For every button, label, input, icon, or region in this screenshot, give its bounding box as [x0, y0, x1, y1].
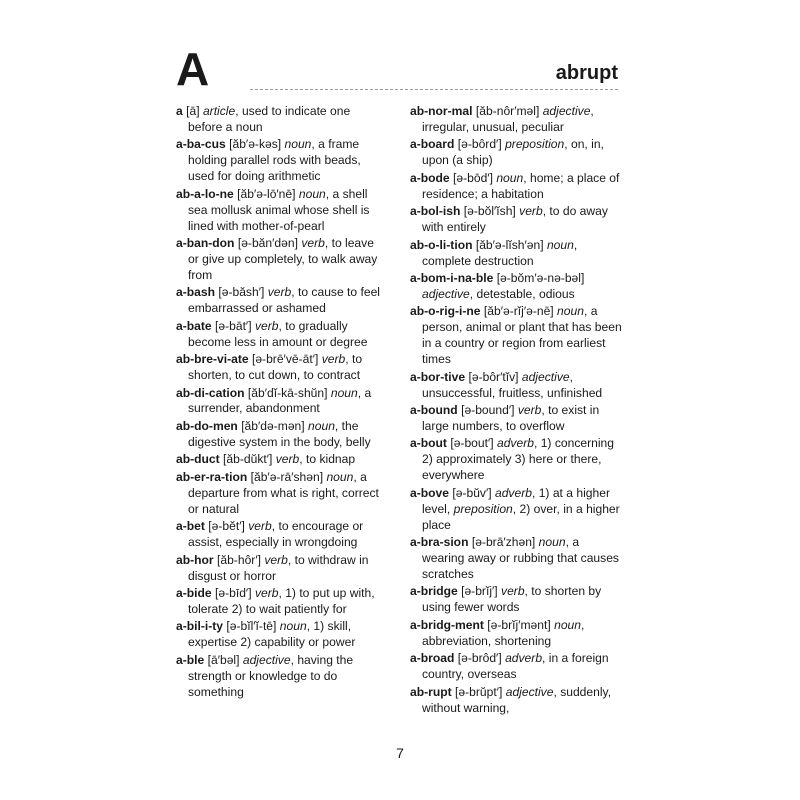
entry-part-of-speech: adverb: [496, 436, 534, 451]
dictionary-entry: a-bridg-ment [ə-brĭj′mənt] noun, abbreviation, shortening: [410, 617, 585, 648]
entry-part-of-speech: noun: [538, 535, 566, 550]
entry-part-of-speech: verb: [248, 519, 272, 534]
entry-pronunciation: [ə-brē′vē-āt′]: [251, 352, 319, 367]
entry-definition: to gradually become less in amount or degree: [188, 318, 368, 349]
entry-pronunciation: [ə-brĭj′mənt]: [487, 617, 551, 632]
entry-definition: to cause to feel embarrassed or ashamed: [188, 285, 380, 316]
entry-headword: a-bide: [176, 586, 212, 600]
entry-headword: a-bra-sion: [410, 535, 469, 550]
entry-part-of-speech: noun: [554, 617, 581, 632]
entry-part-of-speech: noun: [326, 469, 354, 484]
entry-definition: irregular, unusual, peculiar: [422, 119, 564, 134]
entry-part-of-speech: verb: [267, 285, 292, 300]
dictionary-entry: a-bra-sion [ə-brā′zhən] noun, a wearing away or rubbing that causes scratches: [410, 535, 619, 581]
entry-definition: the digestive system in the body, belly: [188, 418, 371, 449]
entry-headword: ab-bre-vi-ate: [176, 352, 249, 367]
entry-definition: to do away with entirely: [422, 204, 608, 235]
entry-part-of-speech: adjective: [242, 652, 291, 667]
entry-definition: 1) concerning 2) approximately 3) here or there, everywhere: [422, 436, 614, 483]
entry-pronunciation: [ə-bōd′]: [453, 170, 493, 185]
entry-definition: suddenly, without warning,: [422, 684, 612, 715]
entry-part-of-speech: verb: [519, 204, 543, 219]
entry-part-of-speech: verb: [321, 352, 346, 367]
entry-part-of-speech: noun: [284, 137, 312, 152]
entry-headword: a-bil-i-ty: [176, 619, 224, 634]
entry-definition: a person, animal or plant that has been in a country or region from earliest times: [422, 304, 622, 367]
dictionary-entry: ab-duct [ăb-dŭkt′] verb, to kidnap: [176, 452, 356, 467]
entry-pronunciation: [ā]: [186, 104, 200, 118]
dictionary-entry: ab-rupt [ə-brŭpt′] adjective, suddenly, without warning,: [410, 684, 612, 715]
entry-definition: 1) at a higher level,: [422, 485, 610, 516]
dictionary-entry: a-bound [ə-bound′] verb, to exist in large numbers, to overflow: [410, 403, 600, 433]
dictionary-entry: a-bate [ə-bāt′] verb, to gradually become less in amount or degree: [176, 318, 368, 349]
entry-part-of-speech: verb: [264, 552, 288, 567]
left-column: [176, 104, 384, 702]
guide-word: abrupt: [555, 62, 618, 84]
entry-headword: a-bridge: [410, 584, 458, 599]
dictionary-entry: ab-o-li-tion [ăb′ə-lĭsh′ən] noun, complete destruction: [410, 237, 578, 268]
entry-headword: ab-rupt: [410, 684, 452, 699]
entry-definition: 1) to put up with, tolerate 2) to wait patiently for: [188, 586, 375, 616]
dictionary-entry: a-ble [ā′bəl] adjective, having the strength or knowledge to do something: [176, 652, 354, 699]
entry-pronunciation: [ə-brŭpt′]: [455, 684, 503, 699]
entry-pronunciation: [ăb′ə-lō′nē]: [237, 186, 296, 201]
page-number: 7: [396, 745, 404, 761]
entry-pronunciation: [ə-bŭv′]: [452, 485, 492, 500]
entry-headword: a-bash: [176, 285, 215, 300]
entry-headword: ab-hor: [176, 552, 214, 567]
entry-pronunciation: [ə-băsh′]: [218, 285, 265, 300]
dictionary-entry: a-board [ə-bôrd′] preposition, on, in, upon (a ship): [410, 137, 604, 168]
entry-headword: ab-o-li-tion: [410, 237, 473, 252]
entry-definition: complete destruction: [422, 253, 534, 268]
dictionary-entry: a [ā] article, used to indicate one before a noun: [176, 104, 351, 134]
dictionary-entry: ab-di-cation [ăb′dĭ-kā-shŭn] noun, a surrender, abandonment: [176, 385, 372, 416]
entry-part-of-speech: noun: [546, 237, 574, 252]
entry-part-of-speech: adjective: [505, 684, 554, 699]
entry-headword: a-broad: [410, 651, 455, 666]
entry-pronunciation: [ăb′ə-rā′shən]: [250, 469, 324, 484]
dictionary-entry: a-bout [ə-bout′] adverb, 1) concerning 2) approximately 3) here or there, everywhere: [410, 436, 614, 483]
entry-definition: in a foreign country, overseas: [422, 651, 609, 682]
entry-definition: a wearing away or rubbing that causes scratches: [422, 535, 619, 581]
dictionary-entry: a-bash [ə-băsh′] verb, to cause to feel embarrassed or ashamed: [176, 285, 380, 316]
entry-part-of-speech: noun: [279, 619, 307, 634]
dictionary-entry: a-broad [ə-brôd′] adverb, in a foreign country, overseas: [410, 651, 609, 682]
entry-part-of-speech: noun: [496, 170, 524, 185]
dictionary-entry: a-bor-tive [ə-bôr′tĭv] adjective, unsuccessful, fruitless, unfinished: [410, 369, 603, 400]
entry-pronunciation: [ā′bəl]: [207, 652, 240, 667]
dictionary-entry: a-bom-i-na-ble [ə-bŏm′ə-nə-bəl] adjective, detestable, odious: [410, 271, 585, 301]
entry-definition: a surrender, abandonment: [188, 385, 372, 416]
entry-pronunciation: [ə-bound′]: [461, 403, 515, 418]
entry-pronunciation: [ăb-nôr′məl]: [475, 104, 540, 118]
entry-part-of-speech: verb: [254, 586, 279, 600]
entry-part-of-speech: article: [202, 104, 236, 118]
dictionary-entry: ab-nor-mal [ăb-nôr′məl] adjective, irregular, unusual, peculiar: [410, 104, 594, 134]
entry-definition: to kidnap: [306, 452, 356, 467]
entry-pronunciation: [ə-băn′dən]: [237, 236, 298, 251]
entry-definition: to leave or give up completely, to walk away from: [188, 236, 378, 282]
entry-headword: a-bom-i-na-ble: [410, 271, 494, 286]
entry-part-of-speech: verb: [517, 403, 542, 418]
dictionary-entry: a-ban-don [ə-băn′dən] verb, to leave or give up completely, to walk away from: [176, 236, 378, 282]
entry-part-of-speech: adjective: [521, 369, 570, 384]
dictionary-entry: ab-hor [ăb-hôr′] verb, to withdraw in disgust or horror: [176, 552, 369, 583]
entry-pronunciation: [ə-bŏl′ĭsh]: [463, 204, 516, 219]
entry-part-of-speech: preposition: [453, 501, 513, 516]
entry-pronunciation: [ə-bāt′]: [215, 318, 252, 333]
dictionary-entry: ab-er-ra-tion [ăb′ə-rā′shən] noun, a departure from what is right, correct or natural: [176, 469, 379, 516]
entry-headword: a-bridg-ment: [410, 617, 484, 632]
entry-part-of-speech: noun: [557, 304, 584, 319]
entry-part-of-speech: adverb: [505, 651, 543, 666]
entry-pronunciation: [ăb′ə-lĭsh′ən]: [475, 237, 544, 252]
right-column: [410, 104, 622, 718]
dictionary-entry: a-bide [ə-bīd′] verb, 1) to put up with, tolerate 2) to wait patiently for: [176, 586, 375, 616]
entry-headword: a-bound: [410, 403, 458, 418]
entry-pronunciation: [ə-bĕt′]: [208, 519, 245, 534]
dictionary-entry: a-bove [ə-bŭv′] adverb, 1) at a higher level, preposition, 2) over, in a higher place: [410, 485, 620, 532]
dictionary-entry: ab-bre-vi-ate [ə-brē′vē-āt′] verb, to shorten, to cut down, to contract: [176, 352, 363, 383]
entry-part-of-speech: verb: [275, 452, 300, 467]
entry-part-of-speech: verb: [301, 236, 325, 251]
entry-part-of-speech: adjective: [422, 286, 470, 301]
entry-headword: ab-duct: [176, 452, 220, 467]
entry-definition: a shell sea mollusk animal whose shell is lined with mother-of-pearl: [188, 186, 370, 233]
entry-pronunciation: [ăb′də-mən]: [241, 418, 305, 433]
entry-headword: a-board: [410, 137, 455, 152]
entry-pronunciation: [ə-bŏm′ə-nə-bəl]: [496, 271, 585, 286]
entry-pronunciation: [ăb′ə-kəs]: [229, 137, 282, 152]
entry-definition: to encourage or assist, especially in wrongdoing: [188, 519, 364, 550]
entry-part-of-speech: adjective: [542, 104, 591, 118]
dictionary-entry: a-ba-cus [ăb′ə-kəs] noun, a frame holding parallel rods with beads, used for doing arithmetic: [176, 137, 361, 184]
entry-pronunciation: [ăb′ə-rĭj′ə-nē]: [483, 304, 554, 319]
entry-pronunciation: [ə-bĭl′ĭ-tē]: [226, 619, 277, 634]
entry-definition: 2) over, in a higher place: [422, 501, 620, 532]
dictionary-entry: ab-a-lo-ne [ăb′ə-lō′nē] noun, a shell sea mollusk animal whose shell is lined with mother-of-pearl: [176, 186, 370, 233]
entry-pronunciation: [ə-bôr′tĭv]: [468, 369, 519, 384]
entry-pronunciation: [ə-bôrd′]: [457, 137, 502, 152]
entry-pronunciation: [ăb-dŭkt′]: [223, 452, 273, 467]
entry-part-of-speech: noun: [298, 186, 326, 201]
entry-headword: a-ble: [176, 652, 205, 667]
entry-definition: abbreviation, shortening: [422, 633, 552, 648]
entry-part-of-speech: adverb: [494, 485, 532, 500]
entry-pronunciation: [ə-brā′zhən]: [471, 535, 536, 550]
dictionary-entry: a-bet [ə-bĕt′] verb, to encourage or assist, especially in wrongdoing: [176, 519, 364, 550]
entry-headword: ab-o-rig-i-ne: [410, 304, 481, 319]
entry-pronunciation: [ə-bīd′]: [215, 586, 252, 600]
entry-definition: to exist in large numbers, to overflow: [422, 403, 600, 433]
entry-pronunciation: [ə-brĭj′]: [461, 584, 498, 599]
entry-headword: a-bode: [410, 170, 450, 185]
entry-definition: unsuccessful, fruitless, unfinished: [422, 385, 603, 400]
dictionary-entry: a-bol-ish [ə-bŏl′ĭsh] verb, to do away with entirely: [410, 204, 608, 235]
entry-part-of-speech: verb: [254, 318, 279, 333]
entry-definition: having the strength or knowledge to do something: [188, 652, 354, 699]
entry-definition: on, in, upon (a ship): [422, 137, 604, 168]
entry-headword: ab-nor-mal: [410, 104, 473, 118]
entry-headword: a-ba-cus: [176, 137, 226, 152]
dictionary-entry: a-bil-i-ty [ə-bĭl′ĭ-tē] noun, 1) skill, expertise 2) capability or power: [176, 619, 356, 650]
entry-headword: a-ban-don: [176, 236, 235, 251]
dictionary-entry: ab-do-men [ăb′də-mən] noun, the digestive system in the body, belly: [176, 418, 371, 449]
entry-headword: a-bove: [410, 485, 449, 500]
dictionary-entry: a-bridge [ə-brĭj′] verb, to shorten by using fewer words: [410, 584, 602, 615]
entry-pronunciation: [ăb-hôr′]: [217, 552, 261, 567]
entry-headword: a-bate: [176, 318, 212, 333]
entry-headword: ab-di-cation: [176, 385, 245, 400]
entry-headword: a-bet: [176, 519, 205, 534]
entry-headword: ab-a-lo-ne: [176, 186, 234, 201]
entry-pronunciation: [ə-bout′]: [450, 436, 494, 451]
entry-headword: a-bor-tive: [410, 369, 466, 384]
entry-definition: a frame holding parallel rods with beads, used for doing arithmetic: [188, 137, 361, 184]
entry-definition: used to indicate one before a noun: [188, 104, 351, 134]
entry-headword: ab-do-men: [176, 418, 238, 433]
entry-part-of-speech: preposition: [505, 137, 565, 152]
entry-headword: a: [176, 104, 183, 118]
header-rule: [250, 89, 618, 90]
entry-pronunciation: [ə-brôd′]: [457, 651, 502, 666]
entry-definition: to shorten by using fewer words: [422, 584, 602, 615]
entry-definition: detestable, odious: [476, 286, 575, 301]
entry-definition: to withdraw in disgust or horror: [188, 552, 369, 583]
entry-part-of-speech: noun: [308, 418, 335, 433]
entry-definition: a departure from what is right, correct or natural: [188, 469, 379, 516]
entry-definition: home; a place of residence; a habitation: [422, 170, 620, 201]
entry-headword: ab-er-ra-tion: [176, 469, 248, 484]
dictionary-entry: ab-o-rig-i-ne [ăb′ə-rĭj′ə-nē] noun, a person, animal or plant that has been in a country or region from earliest times: [410, 304, 622, 367]
entry-definition: 1) skill, expertise 2) capability or power: [188, 619, 356, 650]
dictionary-entry: a-bode [ə-bōd′] noun, home; a place of residence; a habitation: [410, 170, 620, 201]
entry-headword: a-bout: [410, 436, 447, 451]
entry-pronunciation: [ăb′dĭ-kā-shŭn]: [247, 385, 328, 400]
entry-headword: a-bol-ish: [410, 204, 461, 219]
section-letter: A: [176, 43, 210, 95]
entry-definition: to shorten, to cut down, to contract: [188, 352, 363, 383]
entry-part-of-speech: verb: [501, 584, 525, 599]
entry-part-of-speech: noun: [330, 385, 358, 400]
